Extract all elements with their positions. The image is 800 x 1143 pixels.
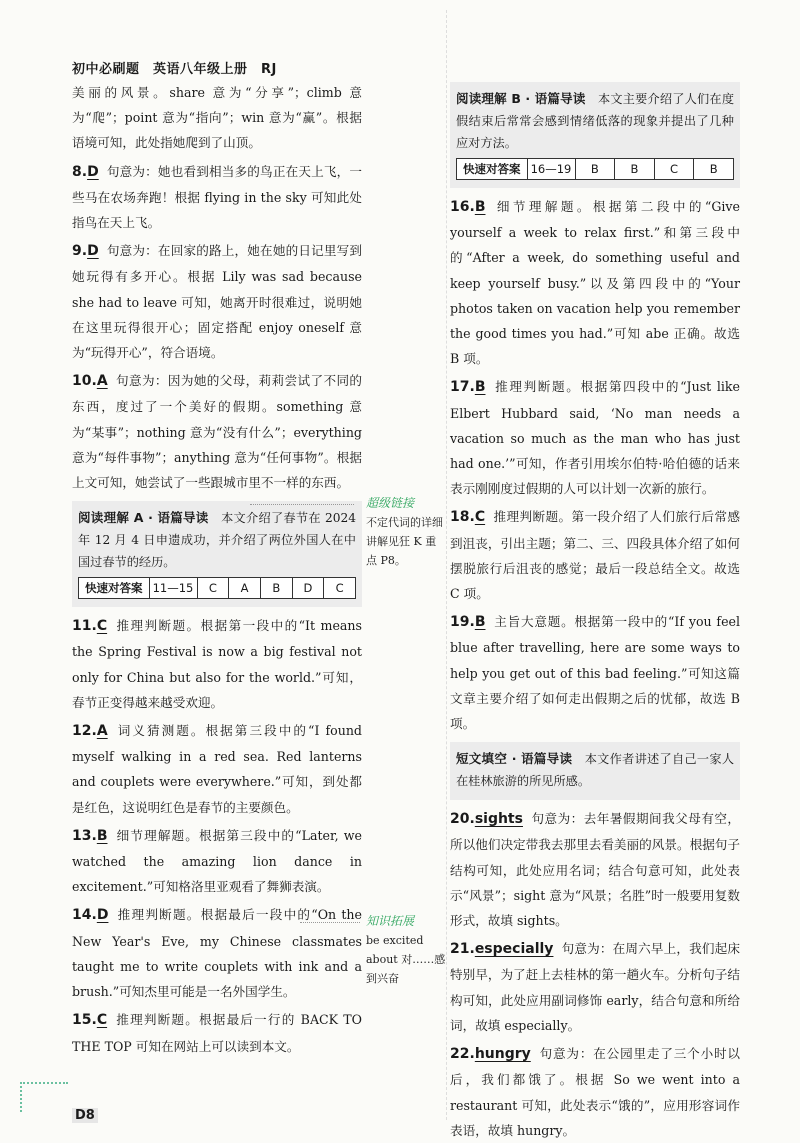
quick-answer-cell: B xyxy=(693,159,733,179)
item-number: 19. xyxy=(450,614,475,631)
answer-item-9 xyxy=(72,238,362,365)
item-explanation: 细节理解题。根据第二段中的“Give yourself a week to relax first.”和第三段中的“After a week, do something useful and keep yourself busy.”以及第四段中的“Your photos taken on vacation help you remember the good times you had.”可知 abe 正确。故选 B 项。 xyxy=(450,199,740,367)
note-title: 知识拓展 xyxy=(366,914,415,928)
quick-answer-range: 11—15 xyxy=(149,578,197,598)
item-answer: B xyxy=(474,379,486,396)
item-number: 15. xyxy=(72,1012,97,1029)
item-number: 16. xyxy=(450,199,475,215)
item-answer: D xyxy=(87,243,99,260)
answer-item-8 xyxy=(72,159,362,236)
left-column xyxy=(72,80,362,1059)
item-number: 18. xyxy=(450,509,475,526)
item-explanation: 推理判断题。根据第一段中的“It means the Spring Festival is now a big festival not only for China but also for the world.”可知，春节正变得越来越受欢迎。 xyxy=(72,618,362,710)
note-text: be excited about 对……感到兴奋 xyxy=(366,934,446,985)
section-title: 短文填空 · 语篇导读 xyxy=(456,751,573,767)
item-number: 12. xyxy=(72,723,97,740)
item-explanation: 词义猜测题。根据第三段中的“I found myself walking in a red sea. Red lanterns and couplets were everywhere.”可知，到处都是红色，这说明红色是春节的主要颜色。 xyxy=(72,723,362,815)
item-explanation: 句意为：因为她的父母，莉莉尝试了不同的东西，度过了一个美好的假期。something 意为“某事”；nothing 意为“没有什么”；everything 意为“每件事物”；anything 意为“任何事物”。根据上文可知，她尝试了一些跟城市里不一样的东西。 xyxy=(72,373,362,491)
margin-note-link xyxy=(366,494,446,570)
item-explanation: 推理判断题。根据第四段中的“Just like Elbert Hubbard said, ‘No man needs a vacation so much as the man who has just had one.’”可知，作者引用埃尔伯特·哈伯德的话来表示刚刚度过假期的人可以计划一次新的旅行。 xyxy=(450,379,740,497)
item-number: 13. xyxy=(72,827,97,844)
answer-item-16 xyxy=(450,194,740,371)
column-divider xyxy=(446,10,447,1120)
cloze-guide xyxy=(450,742,740,800)
item-answer: C xyxy=(96,1012,108,1029)
item-answer: hungry xyxy=(474,1046,531,1063)
quick-answer-cell: B xyxy=(260,578,292,598)
item-explanation: 句意为：去年暑假期间我父母有空，所以他们决定带我去那里去看美丽的风景。根据句子结构可知，此处应用名词；结合句意可知，此处表示“风景”；sight 意为“风景；名胜”时一般要用复数形式，故填 sights。 xyxy=(450,811,740,929)
margin-note-extension xyxy=(366,912,446,988)
section-summary: 本文作者讲述了自己一家人在桂林旅游的所见所感。 xyxy=(456,752,735,789)
quick-answer-cell: C xyxy=(654,159,694,179)
quick-answer-cell: C xyxy=(323,578,355,598)
note-leader-line xyxy=(300,922,360,923)
item-answer: A xyxy=(96,373,108,390)
section-summary: 本文介绍了春节在 2024 年 12 月 4 日申遗成功，并介绍了两位外国人在中国过春节的经历。 xyxy=(78,511,357,570)
quick-answer-cell: D xyxy=(292,578,324,598)
item-explanation: 句意为：在周六早上，我们起床特别早，为了赶上去桂林的第一趟火车。分析句子结构可知，此处应用副词修饰 early，结合句意和所给词，故填 especially。 xyxy=(450,941,740,1033)
item-answer: A xyxy=(96,723,108,740)
quick-answer-range: 16—19 xyxy=(527,159,575,179)
item-answer: C xyxy=(474,509,486,526)
item-explanation: 句意为：在回家的路上，她在她的日记里写到她玩得有多开心。根据 Lily was sad because she had to leave 可知，她离开时很难过，说明她在这里玩得很开心；固定搭配 enjoy oneself 意为“玩得开心”，符合语境。 xyxy=(72,243,362,361)
item-number: 14. xyxy=(72,907,97,924)
item-explanation: 推理判断题。根据最后一行的 BACK TO THE TOP 可知在网站上可以读到本文。 xyxy=(72,1012,362,1054)
answer-item-20 xyxy=(450,806,740,933)
quick-answer-cell: A xyxy=(228,578,260,598)
item-explanation: 推理判断题。根据最后一段中的“On the New Year's Eve, my Chinese classmates taught me to write couplets with ink and a brush.”可知杰里可能是一名外国学生。 xyxy=(72,907,362,1000)
item-answer: B xyxy=(474,614,486,631)
item-answer: D xyxy=(87,163,99,180)
item-answer: B xyxy=(474,199,486,215)
answer-item-12 xyxy=(72,718,362,820)
note-leader-line xyxy=(250,504,354,505)
quick-answer-label: 快速对答案 xyxy=(85,581,143,596)
section-title: 阅读理解 B · 语篇导读 xyxy=(456,91,586,106)
item-number: 11. xyxy=(72,618,97,635)
item-number: 22. xyxy=(450,1046,475,1063)
answer-item-21 xyxy=(450,936,740,1038)
right-column xyxy=(450,82,740,1143)
quick-answer-cell: C xyxy=(197,578,229,598)
answer-item-10 xyxy=(72,368,362,495)
item-answer: D xyxy=(96,907,109,924)
item-explanation: 推理判断题。第一段介绍了人们旅行后常感到沮丧，引出主题；第二、三、四段具体介绍了如何摆脱旅行后沮丧的感觉；最后一段总结全文。故选 C 项。 xyxy=(450,509,740,602)
quick-answer-table xyxy=(456,158,734,180)
item-number: 8. xyxy=(72,163,88,180)
item-answer: B xyxy=(96,827,108,844)
answer-item-11 xyxy=(72,613,362,715)
item-explanation: 句意为：她也看到相当多的鸟正在天上飞，一些马在农场奔跑！根据 flying in the sky 可知此处指鸟在天上飞。 xyxy=(72,163,362,231)
item-number: 17. xyxy=(450,379,475,396)
answer-item-17 xyxy=(450,374,740,501)
item-explanation: 主旨大意题。根据第一段中的“If you feel blue after travelling, here are some ways to help you get out of this bad feeling.”可知这篇文章主要介绍了如何走出假期之后的忧郁，故选 B 项。 xyxy=(450,614,740,732)
quick-answer-cell: B xyxy=(575,159,615,179)
item-answer: especially xyxy=(474,941,554,958)
intro-paragraph: 美丽的风景。share 意为“分享”；climb 意为“爬”；point 意为“指向”；win 意为“赢”。根据语境可知，此处指她爬到了山顶。 xyxy=(72,85,362,151)
note-title: 超级链接 xyxy=(366,496,415,510)
item-number: 9. xyxy=(72,243,88,260)
note-text: 不定代词的详细讲解见狂 K 重点 P8。 xyxy=(366,516,443,567)
reading-a-guide xyxy=(72,501,362,607)
answer-item-13 xyxy=(72,823,362,900)
quick-answer-cell: B xyxy=(614,159,654,179)
answer-item-22 xyxy=(450,1041,740,1143)
item-answer: C xyxy=(96,618,108,635)
answer-item-18 xyxy=(450,504,740,606)
page-header: 初中必刷题 英语八年级上册 RJ xyxy=(72,62,277,77)
answer-item-19 xyxy=(450,609,740,736)
section-summary: 本文主要介绍了人们在度假结束后常常会感到情绪低落的现象并提出了几种应对方法。 xyxy=(456,92,735,150)
item-number: 20. xyxy=(450,811,475,828)
page-number: D8 xyxy=(72,1108,98,1123)
corner-decoration xyxy=(20,1082,68,1112)
item-answer: sights xyxy=(474,811,523,828)
item-explanation: 句意为：在公园里走了三个小时以后，我们都饿了。根据 So we went into a restaurant 可知，此处表示“饿的”，应用形容词作表语，故填 hungry。 xyxy=(450,1046,740,1138)
item-number: 21. xyxy=(450,941,475,958)
item-number: 10. xyxy=(72,373,97,390)
item-explanation: 细节理解题。根据第三段中的“Later, we watched the amazing lion dance in excitement.”可知格洛里亚观看了舞狮表演。 xyxy=(72,827,362,895)
reading-b-guide xyxy=(450,82,740,188)
answer-item-15 xyxy=(72,1007,362,1058)
quick-answer-label: 快速对答案 xyxy=(463,162,521,176)
section-title: 阅读理解 A · 语篇导读 xyxy=(78,510,209,526)
quick-answer-table xyxy=(78,577,356,599)
answer-item-14 xyxy=(72,902,362,1004)
